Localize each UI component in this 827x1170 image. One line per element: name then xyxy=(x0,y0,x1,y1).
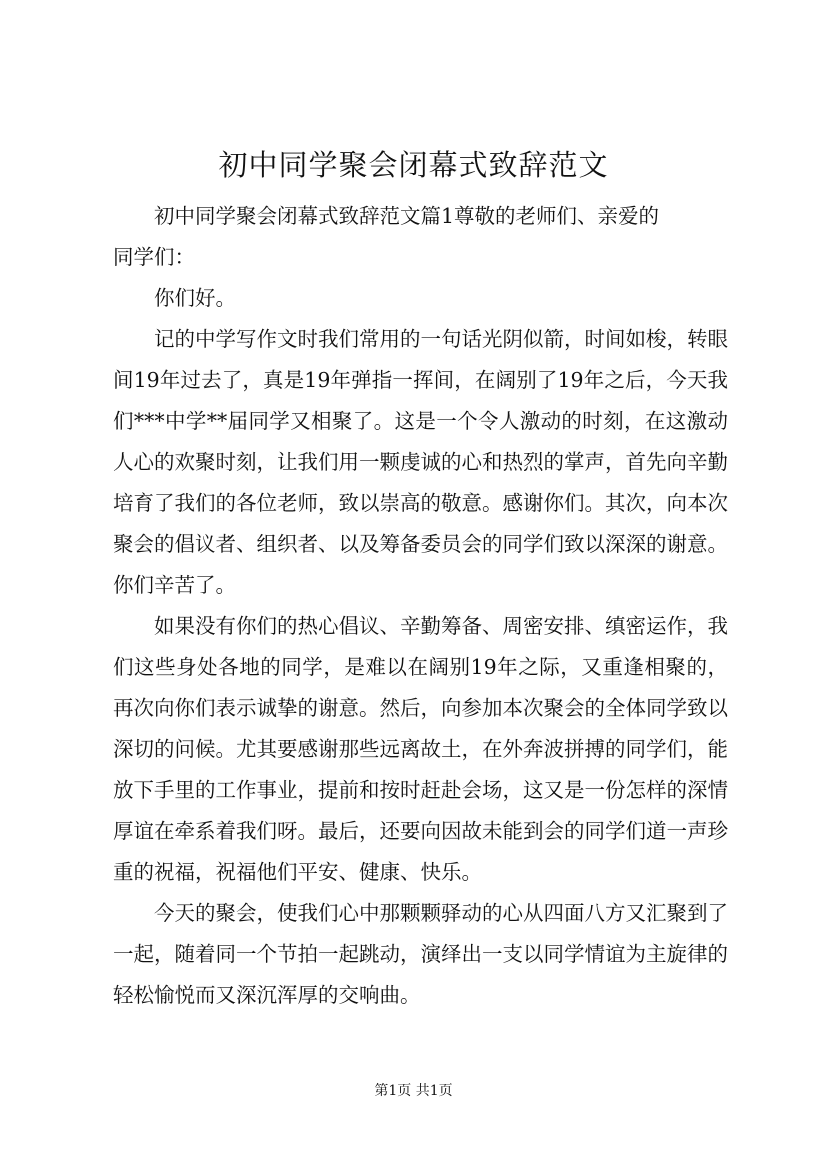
page-footer: 第1页 共1页 xyxy=(374,1083,453,1099)
paragraph-body-2: 如果没有你们的热心倡议、辛勤筹备、周密安排、缜密运作，我们这些身处各地的同学，是难以在阔别19年之际，又重逢相聚的，再次向你们表示诚挚的谢意。然后，向参加本次聚会的全体同学致以深切的问候。尤其要感谢那些远离故土，在外奔波拼搏的同学们，能放下手里的工作事业，提前和按时赶赴会场，这又是一份怎样的深情厚谊在牵系着我们呀。最后，还要向因故未能到会的同学们道一声珍重的祝福，祝福他们平安、健康、快乐。 xyxy=(113,614,728,884)
paragraph-body-1: 记的中学写作文时我们常用的一句话光阴似箭，时间如梭，转眼间19年过去了，真是19年弹指一挥间，在阔别了19年之后，今天我们***中学**届同学又相聚了。这是一个令人激动的时刻，在这激动人心的欢聚时刻，让我们用一颗虔诚的心和热烈的掌声，首先向辛勤培育了我们的各位老师，致以崇高的敬意。感谢你们。其次，向本次聚会的倡议者、组织者、以及筹备委员会的同学们致以深深的谢意。你们辛苦了。 xyxy=(113,327,728,597)
paragraph-body-3: 今天的聚会，使我们心中那颗颗驿动的心从四面八方又汇聚到了一起，随着同一个节拍一起跳动，演绎出一支以同学情谊为主旋律的轻松愉悦而又深沉浑厚的交响曲。 xyxy=(113,901,728,1007)
paragraph-greeting: 你们好。 xyxy=(154,286,236,310)
paragraph-opening: 初中同学聚会闭幕式致辞范文篇1尊敬的老师们、亲爱的 xyxy=(154,204,660,228)
document-body xyxy=(113,196,728,1016)
paragraph-salutation: 同学们： xyxy=(113,245,195,269)
document-title: 初中同学聚会闭幕式致辞范文 xyxy=(218,148,609,182)
